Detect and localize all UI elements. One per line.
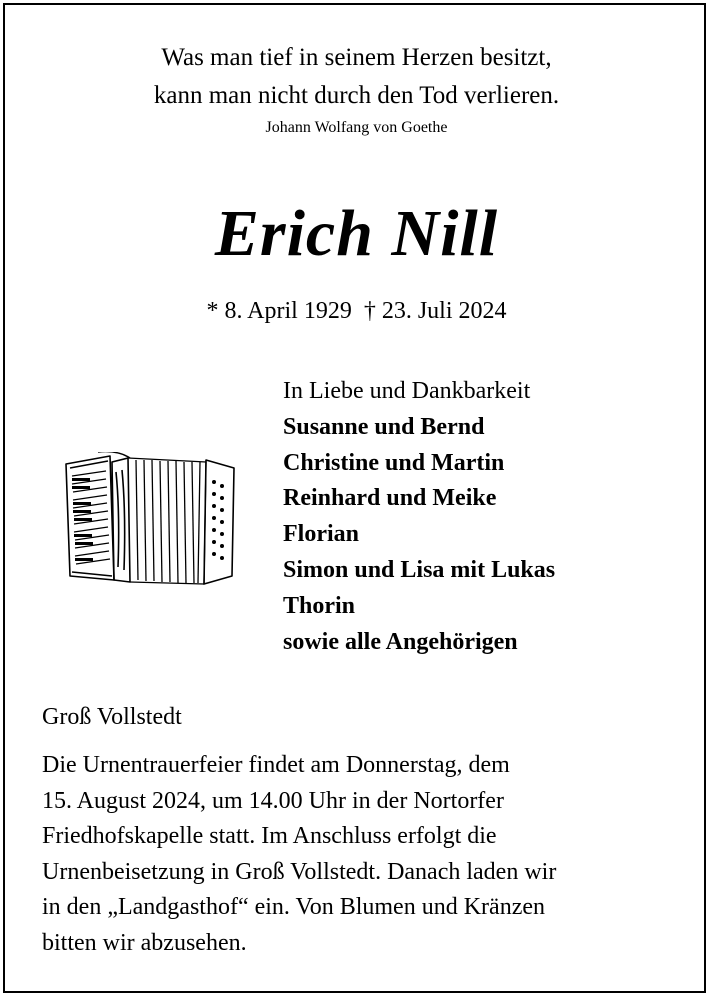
mourner-name: Susanne und Bernd <box>283 413 485 440</box>
info-line: in den „Landgasthof“ ein. Von Blumen und Kränzen <box>42 894 545 921</box>
info-line: Urnenbeisetzung in Groß Vollstedt. Danach laden wir <box>42 858 557 885</box>
mourner-name: Simon und Lisa mit Lukas <box>283 556 556 583</box>
info-line: Friedhofskapelle statt. Im Anschluss erfolgt die <box>42 823 497 850</box>
quote-line-2: kann man nicht durch den Tod verlieren. <box>153 82 560 109</box>
place-name: Groß Vollstedt <box>42 704 182 730</box>
mourner-name: Reinhard und Meike <box>283 485 497 512</box>
life-dates <box>0 298 713 325</box>
mourner-name: Thorin <box>283 592 356 619</box>
mourner-name: Christine und Martin <box>283 449 505 476</box>
info-line: 15. August 2024, um 14.00 Uhr in der Nortorfer <box>42 787 504 814</box>
deceased-name: Erich Nill <box>214 197 499 270</box>
info-line: bitten wir abzusehen. <box>42 929 247 956</box>
mourners-intro: In Liebe und Dankbarkeit <box>283 378 531 404</box>
birth-date: * 8. April 1929 <box>206 298 352 324</box>
death-date: † 23. Juli 2024 <box>363 298 507 324</box>
mourner-name: sowie alle Angehörigen <box>283 628 518 655</box>
quote-line-1: Was man tief in seinem Herzen besitzt, <box>161 44 552 71</box>
mourner-name: Florian <box>283 521 359 548</box>
quote-author: Johann Wolfang von Goethe <box>265 119 448 136</box>
accordion-icon <box>58 452 238 587</box>
funeral-info <box>42 748 682 962</box>
info-line: Die Urnentrauerfeier findet am Donnerstag, dem <box>42 752 510 778</box>
mourners-list <box>283 374 693 660</box>
